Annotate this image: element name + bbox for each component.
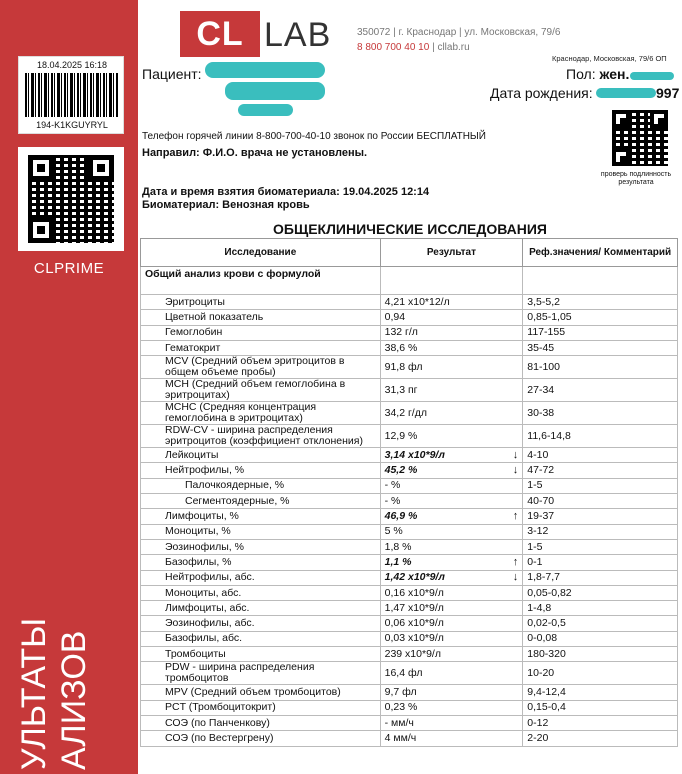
barcode-icon — [25, 73, 119, 117]
test-reference: 35-45 — [523, 340, 678, 355]
test-name: Эритроциты — [141, 295, 381, 310]
group-row — [141, 267, 678, 295]
test-reference: 47-72 — [523, 463, 678, 478]
col-header-ref: Реф.значения/ Комментарий — [523, 239, 678, 267]
test-result: - % — [380, 478, 523, 493]
table-row — [141, 524, 678, 539]
logo-cl: CL — [180, 11, 260, 57]
table-row — [141, 555, 678, 570]
test-name: Палочкоядерные, % — [141, 478, 381, 493]
test-result: 1,8 % — [380, 539, 523, 554]
arrow-down-icon: ↓ — [512, 448, 519, 461]
verify-caption: проверь подлинность результата — [600, 171, 672, 186]
arrow-up-icon: ↑ — [512, 510, 519, 523]
test-name: Гемоглобин — [141, 325, 381, 340]
table-row — [141, 601, 678, 616]
patient-label: Пациент: — [142, 66, 202, 82]
test-name: PCT (Тромбоцитокрит) — [141, 700, 381, 715]
test-name: СОЭ (по Панченкову) — [141, 715, 381, 730]
referrer-text: Направил: Ф.И.О. врача не установлены. — [142, 147, 368, 159]
table-row — [141, 295, 678, 310]
lab-phone: 8 800 700 40 10 — [357, 42, 430, 53]
results-table — [140, 238, 678, 747]
sex-field: Пол: жен. — [566, 66, 630, 82]
table-row — [141, 715, 678, 730]
test-result: 91,8 фл — [380, 356, 523, 379]
lab-address: 350072 | г. Краснодар | ул. Московская, 79/6 — [357, 27, 561, 38]
test-result: 31,3 пг — [380, 379, 523, 402]
test-result: 34,2 г/дл — [380, 402, 523, 425]
table-row — [141, 616, 678, 631]
test-result: 12,9 % — [380, 425, 523, 448]
table-row — [141, 585, 678, 600]
test-name: Эозинофилы, % — [141, 539, 381, 554]
col-header-test: Исследование — [141, 239, 381, 267]
test-reference: 0-1 — [523, 555, 678, 570]
test-reference: 19-37 — [523, 509, 678, 524]
test-result: 1,1 % ↑ — [380, 555, 523, 570]
test-reference: 40-70 — [523, 494, 678, 509]
barcode-date: 18.04.2025 16:18 — [36, 60, 108, 70]
test-name: Лимфоциты, абс. — [141, 601, 381, 616]
test-result: 45,2 % ↓ — [380, 463, 523, 478]
test-reference: 10-20 — [523, 662, 678, 685]
verify-qr-code — [608, 106, 672, 170]
test-reference: 0-0,08 — [523, 631, 678, 646]
test-name: Сегментоядерные, % — [141, 494, 381, 509]
test-result: 0,06 x10*9/л — [380, 616, 523, 631]
test-result: 0,23 % — [380, 700, 523, 715]
biomaterial: Биоматериал: Венозная кровь — [142, 199, 310, 211]
test-reference: 9,4-12,4 — [523, 685, 678, 700]
table-row — [141, 685, 678, 700]
test-reference: 4-10 — [523, 448, 678, 463]
test-reference: 3-12 — [523, 524, 678, 539]
brand-sidebar — [0, 0, 138, 774]
table-row — [141, 402, 678, 425]
test-reference: 0,85-1,05 — [523, 310, 678, 325]
redacted-name — [238, 104, 293, 116]
table-row — [141, 356, 678, 379]
test-reference: 0,05-0,82 — [523, 585, 678, 600]
hotline-text: Телефон горячей линии 8-800-700-40-10 звонок по России БЕСПЛАТНЫЙ — [142, 131, 486, 142]
test-result: - мм/ч — [380, 715, 523, 730]
test-name: Базофилы, абс. — [141, 631, 381, 646]
test-result: 5 % — [380, 524, 523, 539]
birth-date-value: 997 — [656, 85, 680, 101]
table-row — [141, 631, 678, 646]
table-row — [141, 463, 678, 478]
sidebar-brand: CLPRIME — [33, 260, 105, 277]
table-row — [141, 570, 678, 585]
table-row — [141, 478, 678, 493]
sample-date: Дата и время взятия биоматериала: 19.04.2025 12:14 — [142, 186, 430, 198]
test-name: Эозинофилы, абс. — [141, 616, 381, 631]
test-name: Нейтрофилы, абс. — [141, 570, 381, 585]
test-result: 4 мм/ч — [380, 731, 523, 746]
test-name: Базофилы, % — [141, 555, 381, 570]
test-reference: 3,5-5,2 — [523, 295, 678, 310]
sidebar-qr-code — [18, 147, 124, 251]
redacted-field — [630, 72, 674, 80]
birth-date-label: Дата рождения: — [490, 85, 593, 101]
test-name: Моноциты, абс. — [141, 585, 381, 600]
test-name: MPV (Средний объем тромбоцитов) — [141, 685, 381, 700]
test-reference: 2-20 — [523, 731, 678, 746]
redacted-name — [205, 62, 325, 78]
test-name: Гематокрит — [141, 340, 381, 355]
section-title: ОБЩЕКЛИНИЧЕСКИЕ ИССЛЕДОВАНИЯ — [273, 221, 547, 237]
test-reference: 0,02-0,5 — [523, 616, 678, 631]
redacted-birthdate — [596, 88, 656, 98]
arrow-down-icon: ↓ — [512, 571, 519, 584]
test-name: MCHC (Средняя концентрация гемоглобина в эритроцитах) — [141, 402, 381, 425]
table-header-row — [141, 239, 678, 267]
test-reference: 11,6-14,8 — [523, 425, 678, 448]
group-title: Общий анализ крови с формулой — [141, 267, 381, 295]
test-name: Лейкоциты — [141, 448, 381, 463]
lab-address-short: Краснодар, Московская, 79/6 ОП — [552, 54, 667, 63]
test-result: 16,4 фл — [380, 662, 523, 685]
table-row — [141, 509, 678, 524]
test-result: - % — [380, 494, 523, 509]
table-row — [141, 539, 678, 554]
test-reference: 180-320 — [523, 647, 678, 662]
test-result: 46,9 % ↑ — [380, 509, 523, 524]
test-result: 0,03 x10*9/л — [380, 631, 523, 646]
test-name: MCV (Средний объем эритроцитов в общем объеме пробы) — [141, 356, 381, 379]
test-name: СОЭ (по Вестергрену) — [141, 731, 381, 746]
test-name: Цветной показатель — [141, 310, 381, 325]
test-result: 4,21 x10*12/л — [380, 295, 523, 310]
table-row — [141, 310, 678, 325]
test-result: 1,42 x10*9/л ↓ — [380, 570, 523, 585]
test-result: 38,6 % — [380, 340, 523, 355]
lab-contacts — [357, 42, 470, 53]
barcode-code: 194-K1KGUYRYL — [36, 120, 108, 130]
table-row — [141, 448, 678, 463]
table-row — [141, 494, 678, 509]
sex-value: жен. — [599, 66, 630, 82]
redacted-name — [225, 82, 325, 100]
test-result: 0,94 — [380, 310, 523, 325]
table-row — [141, 662, 678, 685]
test-reference: 1-5 — [523, 478, 678, 493]
test-name: Нейтрофилы, % — [141, 463, 381, 478]
lab-site: | cllab.ru — [432, 42, 470, 53]
test-reference: 0-12 — [523, 715, 678, 730]
arrow-up-icon: ↑ — [512, 555, 519, 568]
table-row — [141, 325, 678, 340]
table-row — [141, 731, 678, 746]
test-name: Моноциты, % — [141, 524, 381, 539]
test-result: 9,7 фл — [380, 685, 523, 700]
test-name: MCH (Средний объем гемоглобина в эритроцитах) — [141, 379, 381, 402]
test-name: PDW - ширина распределения тромбоцитов — [141, 662, 381, 685]
barcode-label — [18, 56, 124, 134]
table-row — [141, 700, 678, 715]
test-reference: 1-4,8 — [523, 601, 678, 616]
logo-lab: LAB — [264, 16, 332, 54]
test-name: RDW-CV - ширина распределения эритроцитов (коэффициент отклонения) — [141, 425, 381, 448]
arrow-down-icon: ↓ — [512, 464, 519, 477]
test-result: 132 г/л — [380, 325, 523, 340]
test-result: 239 x10*9/л — [380, 647, 523, 662]
sidebar-vertical-title: УЛЬТАТЫ АЛИЗОВ — [15, 617, 93, 770]
test-result: 0,16 x10*9/л — [380, 585, 523, 600]
table-row — [141, 340, 678, 355]
test-reference: 30-38 — [523, 402, 678, 425]
table-row — [141, 647, 678, 662]
test-result: 3,14 x10*9/л ↓ — [380, 448, 523, 463]
test-reference: 1-5 — [523, 539, 678, 554]
table-row — [141, 379, 678, 402]
col-header-result: Результат — [380, 239, 523, 267]
test-name: Тромбоциты — [141, 647, 381, 662]
test-reference: 117-155 — [523, 325, 678, 340]
test-reference: 1,8-7,7 — [523, 570, 678, 585]
test-reference: 0,15-0,4 — [523, 700, 678, 715]
test-reference: 81-100 — [523, 356, 678, 379]
test-name: Лимфоциты, % — [141, 509, 381, 524]
test-result: 1,47 x10*9/л — [380, 601, 523, 616]
test-reference: 27-34 — [523, 379, 678, 402]
table-row — [141, 425, 678, 448]
